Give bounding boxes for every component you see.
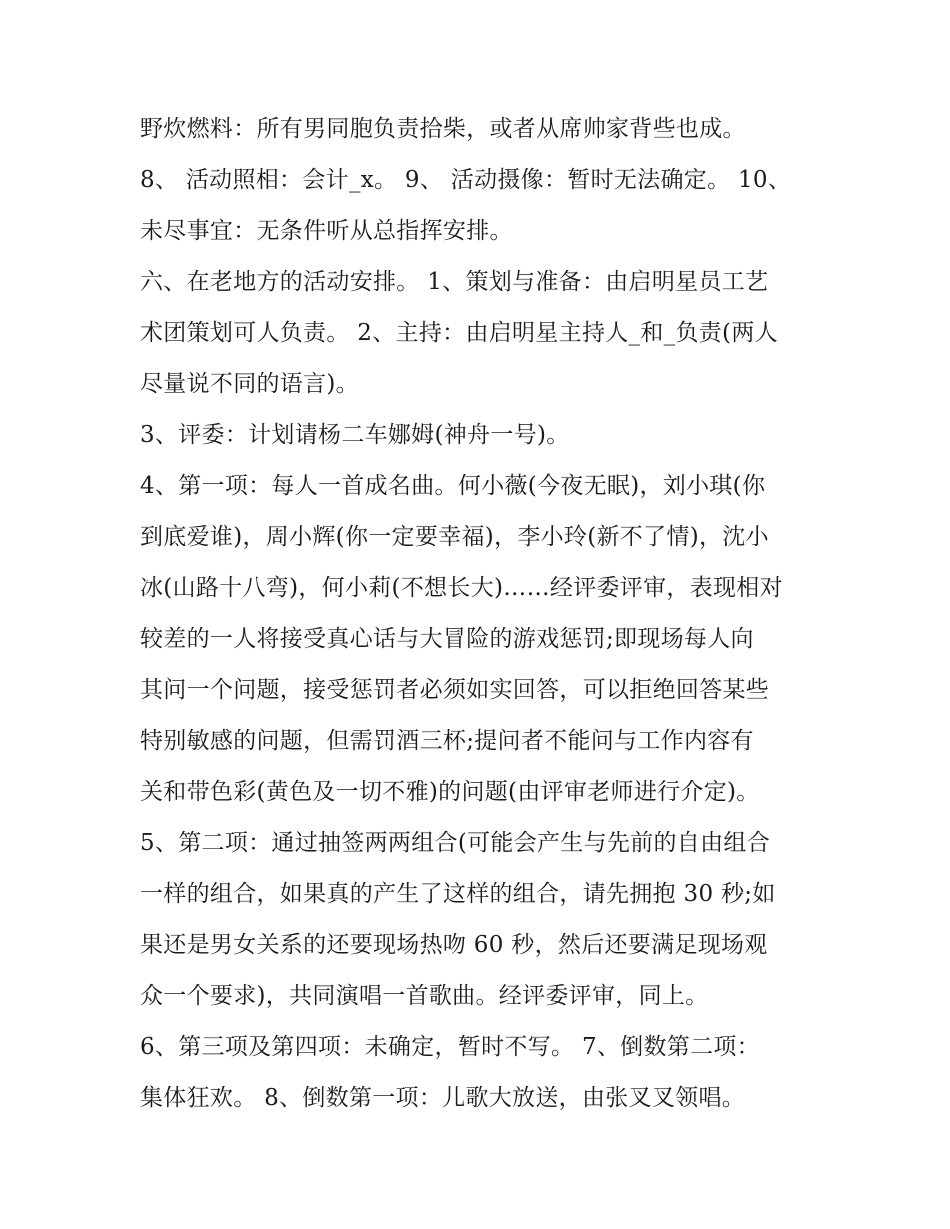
text-line: 一样的组合，如果真的产生了这样的组合，请先拥抱 30 秒;如 [140,881,776,907]
text-line: 5、第二项：通过抽签两两组合(可能会产生与先前的自由组合 [140,830,771,856]
text-line: 六、在老地方的活动安排。 1、策划与准备：由启明星员工艺 [140,269,769,295]
text-line: 4、第一项：每人一首成名曲。何小薇(今夜无眠)，刘小琪(你 [140,473,766,499]
text-line: 众一个要求)，共同演唱一首歌曲。经评委评审，同上。 [140,983,709,1009]
text-line: 3、评委：计划请杨二车娜姆(神舟一号)。 [140,422,570,448]
text-line: 未尽事宜：无条件听从总指挥安排。 [140,218,513,244]
text-line: 8、 活动照相：会计_x。 9、 活动摄像：暂时无法确定。 10、 [140,167,792,193]
text-line: 特别敏感的问题，但需罚酒三杯;提问者不能问与工作内容有 [140,728,754,754]
text-line: 冰(山路十八弯)，何小莉(不想长大)……经评委评审，表现相对 [140,575,783,601]
text-line: 较差的一人将接受真心话与大冒险的游戏惩罚;即现场每人向 [140,626,754,652]
text-line: 到底爱谁)，周小辉(你一定要幸福)，李小玲(新不了情)，沈小 [140,524,769,550]
text-line: 尽量说不同的语言)。 [140,371,359,397]
text-line: 6、第三项及第四项：未确定，暂时不写。 7、倒数第二项： [140,1034,760,1060]
text-line: 野炊燃料：所有男同胞负责拾柴，或者从席帅家背些也成。 [140,116,746,142]
text-line: 其问一个问题，接受惩罚者必须如实回答，可以拒绝回答某些 [140,677,770,703]
text-line: 果还是男女关系的还要现场热吻 60 秒，然后还要满足现场观 [140,932,768,958]
text-line: 关和带色彩(黄色及一切不雅)的问题(由评审老师进行介定)。 [140,779,760,805]
text-line: 术团策划可人负责。 2、主持：由启明星主持人_和_负责(两人 [140,320,778,346]
text-line: 集体狂欢。 8、倒数第一项：儿歌大放送，由张叉叉领唱。 [140,1085,746,1111]
